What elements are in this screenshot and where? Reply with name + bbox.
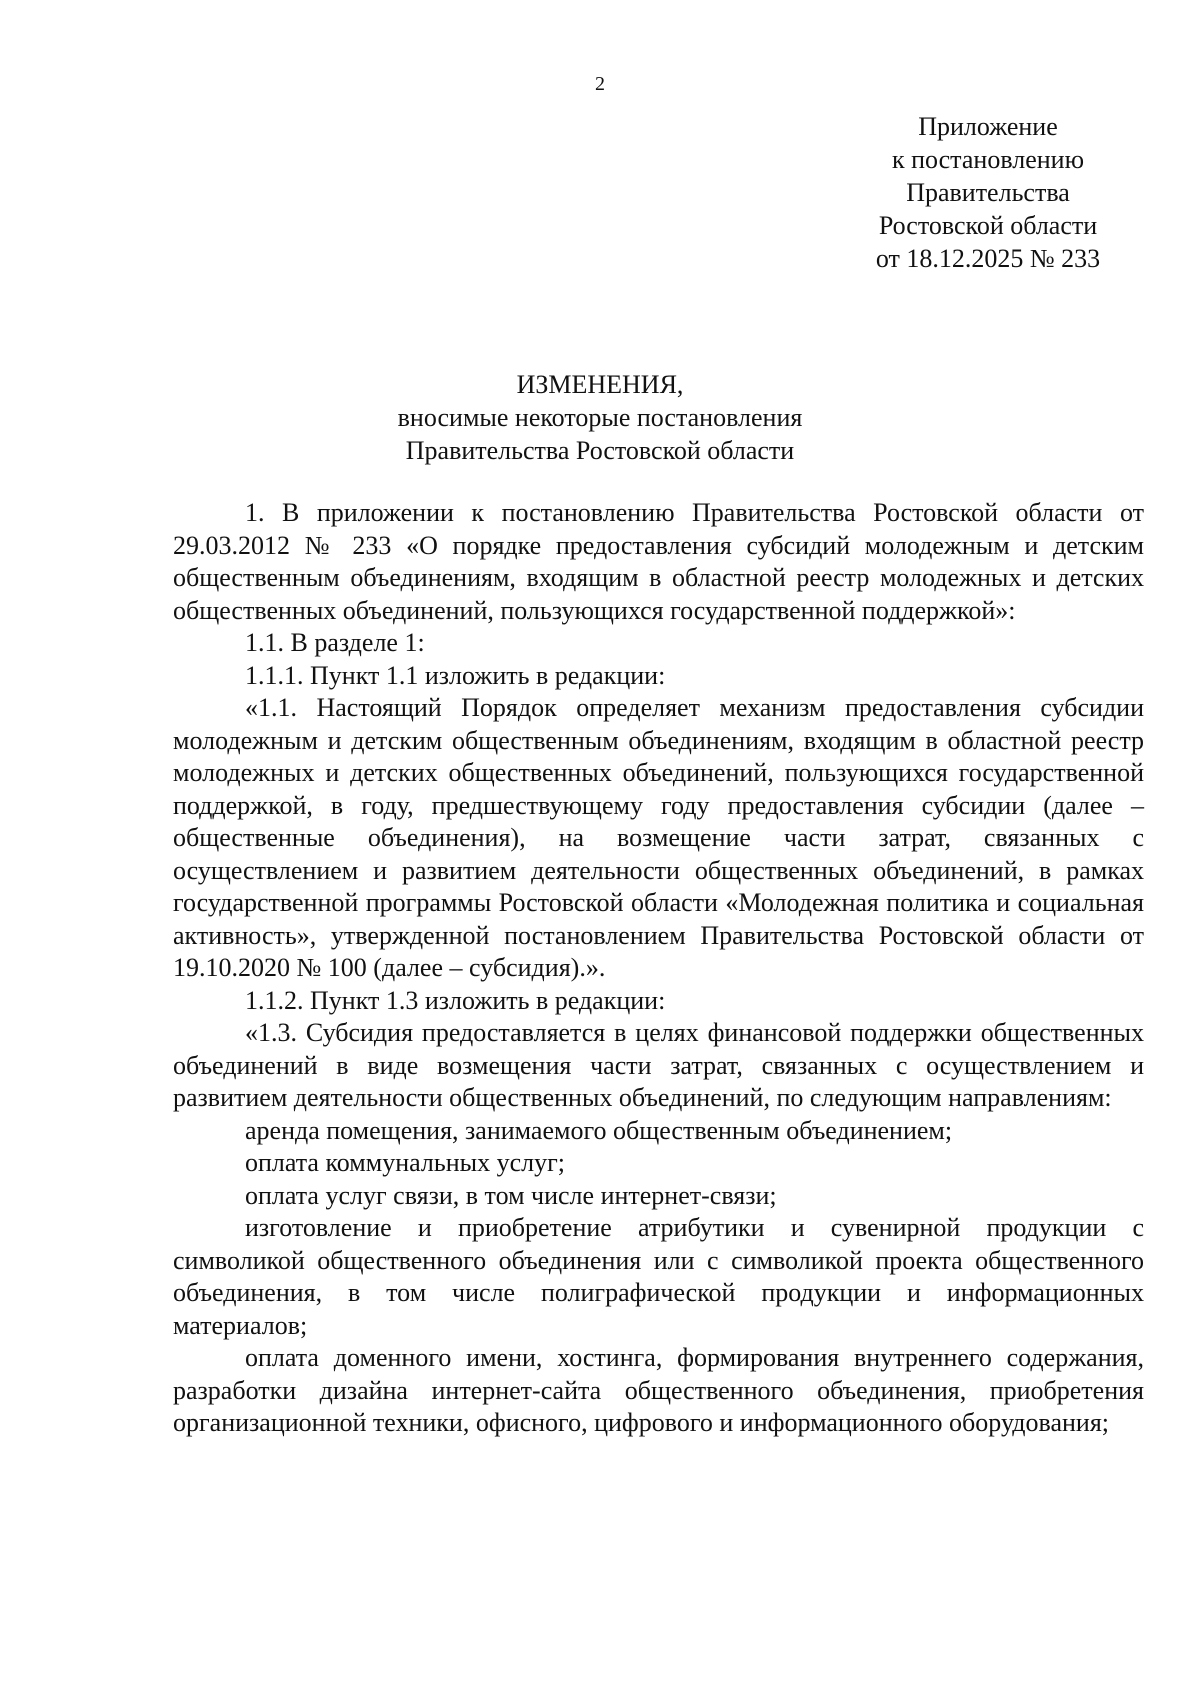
annex-line: Правительства	[906, 178, 1070, 207]
annex-line: от 18.12.2025 № 233	[875, 244, 1101, 273]
paragraph: «1.3. Субсидия предоставляется в целях финансовой поддержки общественных объединений в виде возмещения части затрат, связанных с осуществлением и развитием деятельности общественных объединений, по следующим направлениям:	[173, 1018, 1144, 1112]
heading-title: ИЗМЕНЕНИЯ,	[516, 370, 684, 399]
paragraph: оплата коммунальных услуг;	[245, 1148, 565, 1177]
heading-subtitle-2: Правительства Ростовской области	[405, 436, 795, 465]
paragraph: изготовление и приобретение атрибутики и сувенирной продукции с символикой общественного объединения или с символикой проекта общественного объединения, в том числе полиграфической продукции и информационных материалов;	[173, 1213, 1144, 1340]
annex-line: Ростовской области	[878, 211, 1098, 240]
paragraph: аренда помещения, занимаемого общественным объединением;	[245, 1115, 953, 1145]
heading-subtitle-1: вносимые некоторые постановления	[397, 403, 803, 432]
paragraph: оплата услуг связи, в том числе интернет-связи;	[245, 1180, 777, 1210]
paragraph: 1.1.1. Пункт 1.1 изложить в редакции:	[245, 660, 666, 690]
paragraph: 1.1. В разделе 1:	[245, 628, 425, 657]
annex-block	[848, 110, 1128, 275]
document-heading	[0, 368, 1200, 467]
paragraph: оплата доменного имени, хостинга, формирования внутреннего содержания, разработки дизайна интернет-сайта общественного объединения, приобретения организационной техники, офисного, цифрового и информационного оборудования;	[173, 1343, 1144, 1437]
annex-line: к постановлению	[891, 145, 1085, 174]
paragraph: 1. В приложении к постановлению Правительства Ростовской области от 29.03.2012 № 233 «О порядке предоставления субсидий молодежным и детским общественным объединениям, входящим в областной реестр молодежных и детских общественных объединений, пользующихся государственной поддержкой»:	[173, 498, 1144, 625]
paragraph: 1.1.2. Пункт 1.3 изложить в редакции:	[245, 985, 666, 1015]
document-body	[173, 497, 1144, 1440]
paragraph: «1.1. Настоящий Порядок определяет механизм предоставления субсидии молодежным и детским общественным объединениям, входящим в областной реестр молодежных и детских общественных объединений, пользующихся государственной поддержкой, в году, предшествующему году предоставления субсидии (далее – общественные объединения), на возмещение части затрат, связанных с осуществлением и развитием деятельности общественных объединений, в рамках государственной программы Ростовской области «Молодежная политика и социальная активность», утвержденной постановлением Правительства Ростовской области от 19.10.2020 № 100 (далее – субсидия).».	[173, 693, 1144, 982]
annex-line: Приложение	[918, 112, 1058, 141]
page-number: 2	[595, 73, 605, 95]
